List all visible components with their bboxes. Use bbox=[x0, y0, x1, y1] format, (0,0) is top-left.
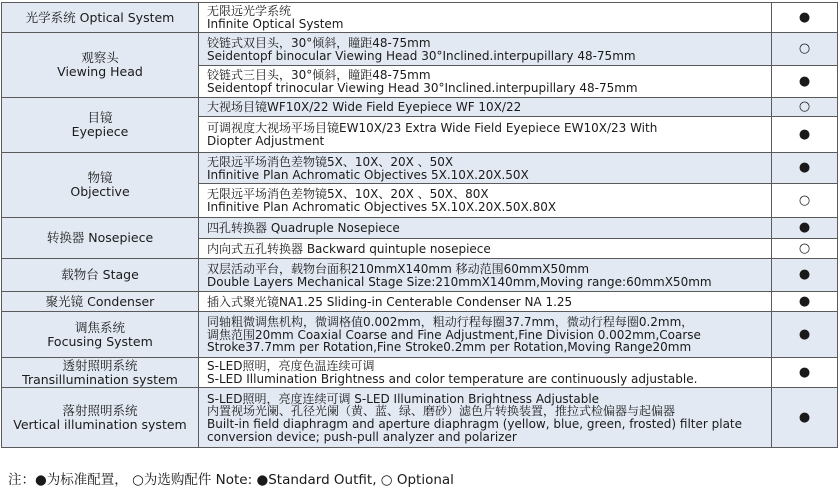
spec-table bbox=[1, 2, 838, 448]
standard-mark-icon: ● bbox=[772, 117, 838, 153]
option-description bbox=[199, 239, 772, 259]
category-cell bbox=[2, 312, 199, 358]
description-line: S-LED照明，亮度色温连续可调 bbox=[207, 359, 375, 374]
option-description bbox=[199, 218, 772, 239]
optional-mark-icon: ○ bbox=[772, 33, 838, 66]
standard-mark-icon: ● bbox=[772, 3, 838, 33]
optional-mark-icon: ○ bbox=[772, 184, 838, 218]
description-line: Diopter Adjustment bbox=[207, 134, 325, 148]
standard-mark-icon: ● bbox=[772, 292, 838, 312]
description-line: Built-in field diaphragm and aperture diaphragm (yellow, blue, green, frosted) filter plate bbox=[207, 417, 743, 431]
description-line: Infinite Optical System bbox=[207, 17, 344, 31]
standard-mark-icon: ● bbox=[772, 66, 838, 98]
spec-row bbox=[2, 388, 838, 448]
option-description bbox=[199, 3, 772, 33]
footnote: 注：●为标准配置， ○为选购配件 Note: ●Standard Outfit, ○ Optional bbox=[8, 472, 454, 488]
category-cell bbox=[2, 3, 199, 33]
spec-row bbox=[2, 33, 838, 66]
option-description bbox=[199, 117, 772, 153]
spec-row bbox=[2, 218, 838, 239]
category-label: 观察头 bbox=[81, 50, 119, 65]
description-line: Seidentopf binocular Viewing Head 30°Inclined.interpupillary 48-75mm bbox=[207, 48, 636, 63]
category-label: 目镜 bbox=[87, 110, 113, 125]
category-label: Viewing Head bbox=[57, 64, 143, 79]
category-cell bbox=[2, 259, 199, 292]
description-line: 可调视度大视场平场目镜EW10X/23 Extra Wide Field Eyepiece EW10X/23 With bbox=[207, 121, 658, 136]
description-line: Infinitive Plan Achromatic Objectives 5X.10X.20X.50X bbox=[207, 167, 529, 182]
option-description bbox=[199, 33, 772, 66]
option-description bbox=[199, 184, 772, 218]
optional-mark-icon: ○ bbox=[772, 239, 838, 259]
option-description bbox=[199, 358, 772, 388]
standard-mark-icon: ● bbox=[772, 388, 838, 448]
spec-row bbox=[2, 292, 838, 312]
description-line: Stroke37.7mm per Rotation,Fine Stroke0.2mm per Rotation,Moving Range20mm bbox=[207, 340, 692, 355]
description-line: 调焦范围20mm Coaxial Coarse and Fine Adjustment,Fine Division 0.002mm,Coarse bbox=[207, 327, 701, 342]
description-line: Infinitive Plan Achromatic Objectives 5X.10X.20X.50X.80X bbox=[207, 200, 557, 214]
category-label: 光学系统 Optical System bbox=[25, 9, 175, 25]
description-line: S-LED Illumination Brightness and color temperature are continuously adjustable. bbox=[207, 372, 698, 386]
optional-mark-icon: ○ bbox=[772, 98, 838, 117]
option-description bbox=[199, 98, 772, 117]
category-label: 透射照明系统 bbox=[62, 357, 138, 373]
description-line: 内向式五孔转换器 Backward quintuple nosepiece bbox=[207, 241, 491, 256]
description-line: conversion device; push-pull analyzer and polarizer bbox=[207, 429, 517, 444]
description-line: 无限远平场消色差物镜5X、10X、20X 、50X、80X bbox=[207, 187, 489, 202]
standard-mark-icon: ● bbox=[772, 218, 838, 239]
option-description bbox=[199, 292, 772, 312]
option-description bbox=[199, 388, 772, 448]
category-label: 物镜 bbox=[87, 170, 113, 185]
spec-row bbox=[2, 153, 838, 184]
category-cell bbox=[2, 98, 199, 153]
category-label: Objective bbox=[70, 184, 130, 199]
spec-row bbox=[2, 312, 838, 358]
category-label: Eyepiece bbox=[71, 124, 129, 139]
category-label: Vertical illumination system bbox=[13, 416, 187, 432]
category-label: 载物台 Stage bbox=[61, 267, 139, 282]
category-cell bbox=[2, 33, 199, 98]
category-cell bbox=[2, 292, 199, 312]
category-label: 落射照明系统 bbox=[62, 402, 138, 418]
standard-mark-icon: ● bbox=[772, 312, 838, 358]
category-cell bbox=[2, 358, 199, 388]
spec-row bbox=[2, 259, 838, 292]
description-line: 插入式聚光镜NA1.25 Sliding-in Centerable Condenser NA 1.25 bbox=[207, 294, 573, 309]
description-line: 四孔转换器 Quadruple Nosepiece bbox=[207, 221, 400, 236]
description-line: 双层活动平台，载物台面积210mmX140mm 移动范围60mmX50mm bbox=[207, 261, 590, 276]
option-description bbox=[199, 153, 772, 184]
spec-row bbox=[2, 358, 838, 388]
standard-mark-icon: ● bbox=[772, 153, 838, 184]
category-label: Focusing System bbox=[47, 333, 153, 349]
description-line: 大视场目镜WF10X/22 Wide Field Eyepiece WF 10X/22 bbox=[207, 100, 522, 115]
description-line: 内置视场光阑、孔径光阑（黄、蓝、绿、磨砂）滤色片转换装置，推拉式检偏器与起偏器 bbox=[207, 404, 676, 419]
spec-table-body bbox=[2, 3, 838, 448]
category-label: 转换器 Nosepiece bbox=[46, 230, 154, 245]
option-description bbox=[199, 66, 772, 98]
category-label: 聚光镜 Condenser bbox=[45, 293, 155, 309]
description-line: Double Layers Mechanical Stage Size:210mmX140mm,Moving range:60mmX50mm bbox=[207, 274, 712, 289]
category-cell bbox=[2, 388, 199, 448]
category-cell bbox=[2, 153, 199, 218]
option-description bbox=[199, 259, 772, 292]
description-line: 无限远平场消色差物镜5X、10X、20X 、50X bbox=[207, 154, 454, 169]
standard-mark-icon: ● bbox=[772, 259, 838, 292]
standard-mark-icon: ● bbox=[772, 358, 838, 388]
description-line: 铰链式双目头，30°倾斜，瞳距48-75mm bbox=[207, 35, 431, 50]
spec-row bbox=[2, 98, 838, 117]
category-cell bbox=[2, 218, 199, 259]
description-line: S-LED照明，亮度连续可调 S-LED Illumination Brightness Adjustable bbox=[207, 391, 600, 406]
category-label: 调焦系统 bbox=[74, 319, 125, 335]
category-label: Transillumination system bbox=[22, 371, 178, 387]
option-description bbox=[199, 312, 772, 358]
description-line: Seidentopf trinocular Viewing Head 30°Inclined.interpupillary 48-75mm bbox=[207, 81, 638, 95]
description-line: 铰链式三目头，30°倾斜，瞳距48-75mm bbox=[207, 68, 431, 83]
description-line: 无限远光学系统 bbox=[207, 4, 292, 19]
description-line: 同轴粗微调焦机构，微调格值0.002mm，粗动行程每圈37.7mm，微动行程每圈0.2mm， bbox=[207, 315, 694, 330]
spec-row bbox=[2, 3, 838, 33]
